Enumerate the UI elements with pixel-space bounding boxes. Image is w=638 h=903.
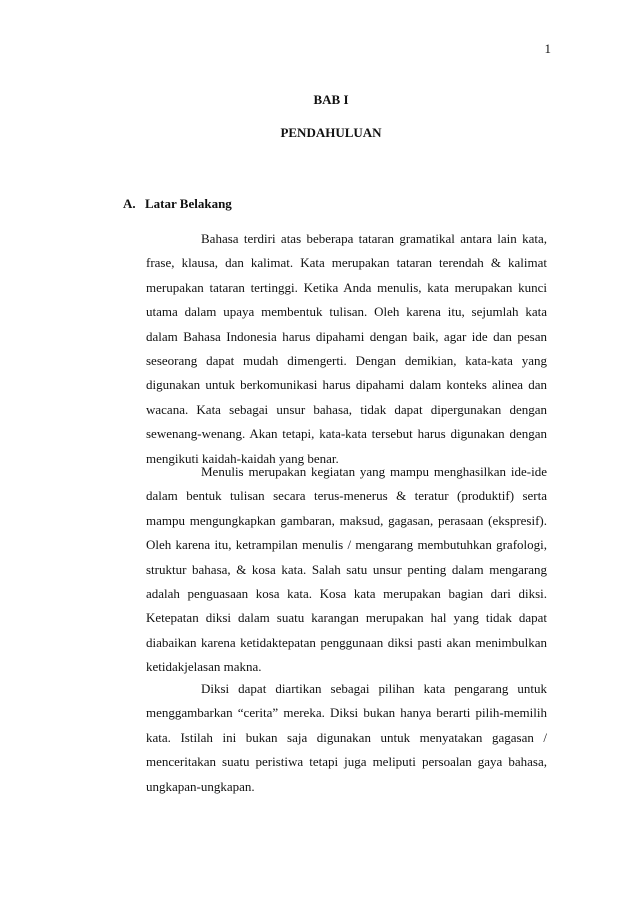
paragraph-diksi: Diksi dapat diartikan sebagai pilihan kata pengarang untuk menggambarkan “cerita” mereka. Diksi bukan hanya berarti pilih-memilih kata. Istilah ini bukan saja digunakan untuk menyatakan gagasan / menceritakan suatu peristiwa tetapi juga meliputi persoalan gaya bahasa, ungkapan-ungkapan. xyxy=(146,681,547,794)
chapter-title: PENDAHULUAN xyxy=(280,125,382,140)
section-marker: A. xyxy=(123,196,136,211)
chapter-number: BAB I xyxy=(313,92,349,107)
page-number: 1 xyxy=(544,41,551,56)
paragraph-bahasa: Bahasa terdiri atas beberapa tataran gramatikal antara lain kata, frase, klausa, dan kalimat. Kata merupakan tataran terendah & kalimat merupakan tataran tertinggi. Ketika Anda menulis, kata merupakan kunci utama dalam upaya membentuk tulisan. Oleh karena itu, sejumlah kata dalam Bahasa Indonesia harus dipahami dengan baik, agar ide dan pesan seseorang dapat mudah dimengerti. Dengan demikian, kata-kata yang digunakan untuk berkomunikasi harus dipahami dalam konteks alinea dan wacana. Kata sebagai unsur bahasa, tidak dapat dipergunakan dengan sewenang-wenang. Akan tetapi, kata-kata tersebut harus digunakan dengan mengikuti kaidah-kaidah yang benar. xyxy=(146,231,547,466)
section-heading xyxy=(123,197,232,210)
section-title: Latar Belakang xyxy=(145,196,232,211)
paragraph-menulis: Menulis merupakan kegiatan yang mampu menghasilkan ide-ide dalam bentuk tulisan secara terus-menerus & teratur (produktif) serta mampu mengungkapkan gambaran, maksud, gagasan, perasaan (ekspresif). Oleh karena itu, ketrampilan menulis / mengarang membutuhkan grafologi, struktur bahasa, & kosa kata. Salah satu unsur penting dalam mengarang adalah penguasaan kosa kata. Kosa kata merupakan bagian dari diksi. Ketepatan diksi dalam suatu karangan merupakan hal yang tidak dapat diabaikan karena ketidaktepatan penggunaan diksi pasti akan menimbulkan ketidakjelasan makna. xyxy=(146,464,547,675)
